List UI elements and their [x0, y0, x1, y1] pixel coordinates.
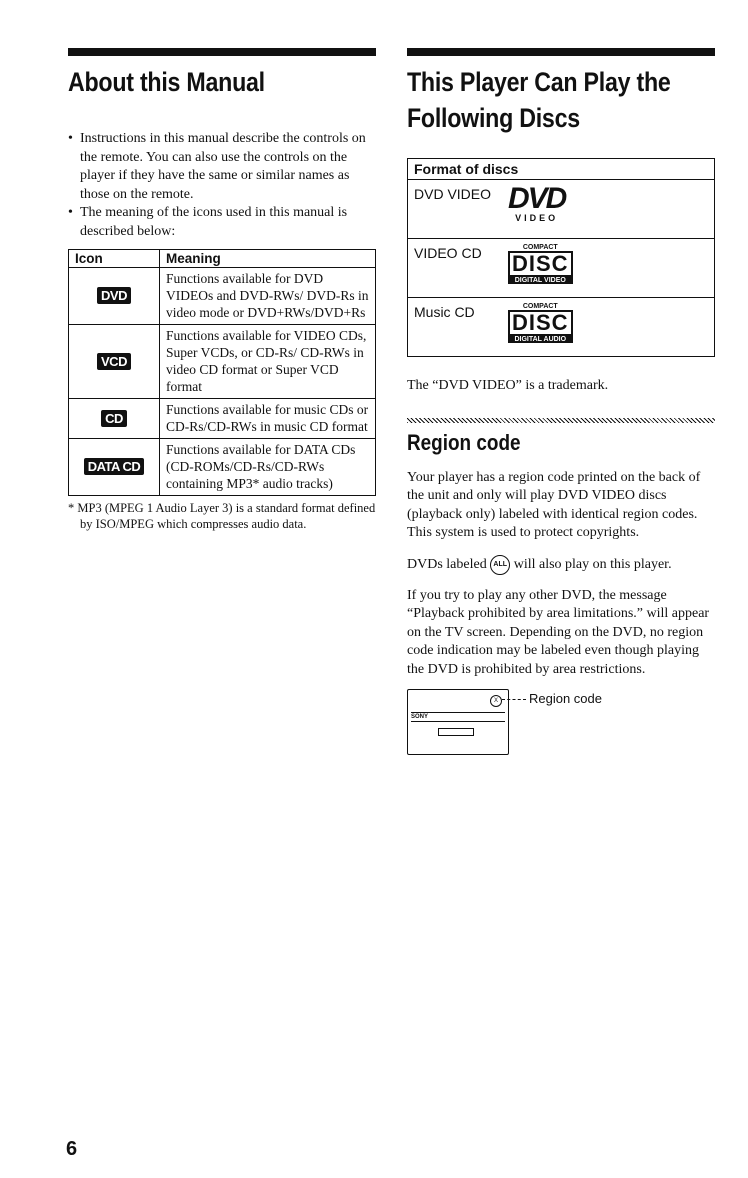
dvd-logo-sub: VIDEO [515, 213, 559, 223]
icon-meaning-table [68, 249, 376, 496]
about-manual-title: About this Manual [68, 67, 265, 97]
cd-icon: CD [101, 410, 127, 427]
table-row [69, 325, 376, 399]
data-cd-icon: DATA CD [84, 458, 145, 475]
bullet-item: • The meaning of the icons used in this manual is described below: [68, 204, 376, 241]
hatched-divider [407, 418, 715, 423]
label-field [438, 728, 474, 736]
region-code-title: Region code [407, 429, 521, 455]
meaning-cell: Functions available for VIDEO CDs, Super VCDs, or CD-Rs/ CD-RWs in video CD format or Super VCD format [160, 325, 376, 399]
region-code-mark-icon: X [490, 695, 502, 707]
mp3-footnote: * MP3 (MPEG 1 Audio Layer 3) is a standard format defined by ISO/MPEG which compresses audio data. [68, 501, 376, 531]
dvd-logo-mark: DVD [508, 182, 566, 215]
about-manual-bullets [68, 130, 376, 241]
meaning-column-header: Meaning [160, 250, 376, 268]
meaning-cell: Functions available for DATA CDs (CD-ROMs/CD-Rs/CD-RWs containing MP3* audio tracks) [160, 439, 376, 496]
table-row [69, 439, 376, 496]
compact-disc-audio-logo-icon [508, 303, 573, 343]
region-label-figure [407, 689, 715, 764]
compact-tag: COMPACT [522, 303, 558, 310]
region-paragraph-2 [407, 555, 715, 575]
disc-format-table [407, 158, 715, 357]
all-region-icon: ALL [490, 555, 510, 575]
dvd-icon: DVD [97, 287, 131, 304]
left-column [68, 48, 376, 532]
icon-column-header: Icon [69, 250, 160, 268]
region-paragraph-1: Your player has a region code printed on the back of the unit and only will play DVD VIDEO discs (playback only) labeled with identical region codes. This system is used to protect copyrights. [407, 469, 701, 540]
playable-discs-title-line2: Following Discs [407, 103, 580, 133]
table-row [69, 399, 376, 439]
vcd-icon: VCD [97, 353, 131, 370]
format-music-cd: Music CD [414, 304, 475, 320]
trademark-note: The “DVD VIDEO” is a trademark. [407, 378, 609, 393]
bullet-item: • Instructions in this manual describe the controls on the remote. You can also use the controls on the player if they have the same or similar names as those on the remote. [68, 130, 376, 204]
disc-format-header: Format of discs [408, 159, 715, 180]
meaning-cell: Functions available for music CDs or CD-Rs/CD-RWs in music CD format [160, 399, 376, 439]
page-number: 6 [66, 1138, 78, 1160]
region-p2-before: DVDs labeled [407, 556, 487, 572]
disc-word: DISC [508, 310, 573, 336]
rear-panel-label [407, 689, 509, 755]
label-brand: SONY [411, 712, 505, 722]
table-row [69, 268, 376, 325]
table-row [408, 180, 715, 239]
region-paragraph-3: If you try to play any other DVD, the message “Playback prohibited by area limitations.” will appear on the TV screen. Depending on the DVD, no region code indication may be labeled even though playing the DVD is prohibited by area restrictions. [407, 587, 710, 677]
table-row [408, 298, 715, 357]
format-dvd-video: DVD VIDEO [414, 186, 492, 202]
right-column [407, 48, 715, 764]
compact-disc-video-logo-icon [508, 244, 573, 284]
dvd-video-logo-icon [508, 182, 566, 223]
section-rule [407, 48, 715, 56]
playable-discs-title-line1: This Player Can Play the [407, 67, 671, 97]
format-video-cd: VIDEO CD [414, 245, 482, 261]
disc-word: DISC [508, 251, 573, 277]
section-rule [68, 48, 376, 56]
meaning-cell: Functions available for DVD VIDEOs and DVD-RWs/ DVD-Rs in video mode or DVD+RWs/DVD+Rs [160, 268, 376, 325]
region-code-callout: Region code [529, 691, 602, 706]
table-row [408, 239, 715, 298]
compact-tag: COMPACT [522, 244, 558, 251]
digital-audio-tag: DIGITAL AUDIO [508, 336, 573, 343]
digital-video-tag: DIGITAL VIDEO [508, 277, 573, 284]
region-p2-after: will also play on this player. [513, 556, 672, 572]
callout-leader-line [502, 699, 526, 700]
